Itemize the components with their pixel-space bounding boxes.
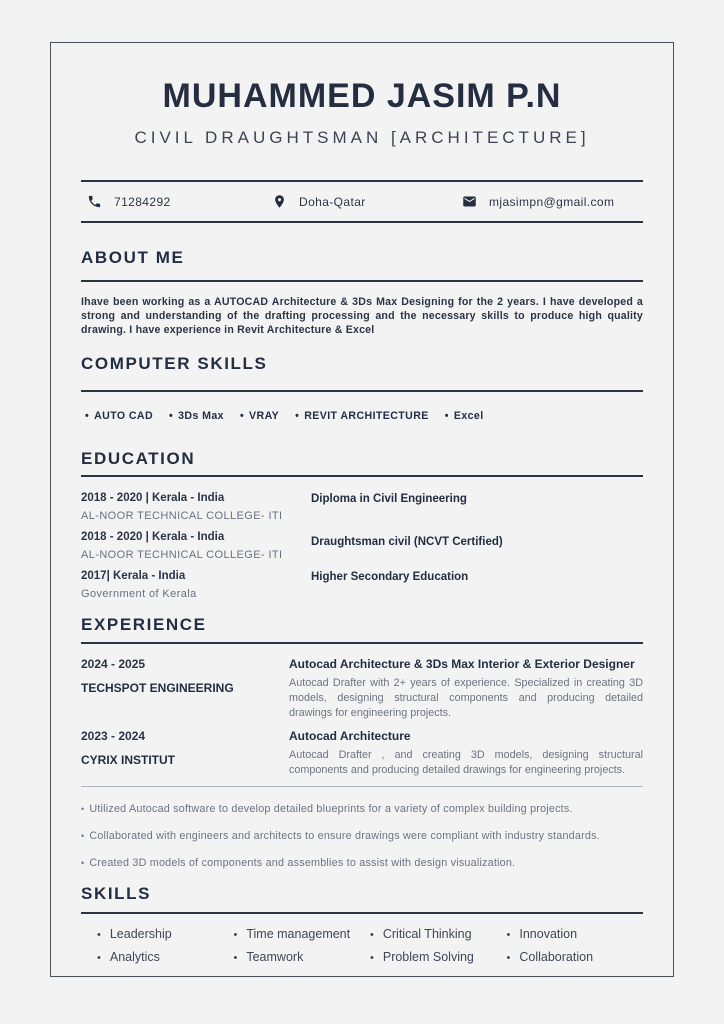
computer-skills-heading: COMPUTER SKILLS	[81, 354, 268, 373]
skill-label: Critical Thinking	[382, 927, 472, 941]
skill-item	[507, 927, 644, 941]
skill-label: Innovation	[519, 927, 578, 941]
bullet-icon: •	[506, 952, 511, 964]
section-computer-skills	[81, 354, 643, 422]
education-degree: Diploma in Civil Engineering	[311, 493, 467, 505]
bullet-icon: •	[370, 952, 374, 964]
skill-item	[234, 927, 371, 941]
experience-description: Autocad Drafter with 2+ years of experience. Specialized in creating 3D models, designing structural components and producing detailed drawings for engineering projects.	[289, 677, 643, 719]
education-degree: Higher Secondary Education	[311, 571, 469, 583]
experience-highlight: • Collaborated with engineers and architects to ensure drawings were compliant with industry standards.	[81, 830, 643, 842]
education-heading: EDUCATION	[81, 449, 196, 468]
education-entry-left	[81, 531, 311, 561]
skill-item	[370, 950, 507, 964]
bullet-icon: •	[506, 929, 511, 941]
envelope-icon	[462, 194, 477, 209]
section-education	[81, 449, 643, 600]
computer-skill-item: • REVIT ARCHITECTURE	[295, 410, 429, 422]
education-institution: Government of Kerala	[81, 588, 197, 600]
computer-skills-list	[81, 410, 643, 422]
person-title: CIVIL DRAUGHTSMAN [ARCHITECTURE]	[134, 128, 590, 147]
section-experience	[81, 615, 643, 869]
experience-role: Autocad Architecture & 3Ds Max Interior & Exterior Designer	[289, 657, 635, 671]
education-degree: Draughtsman civil (NCVT Certified)	[311, 536, 503, 548]
email-text: mjasimpn@gmail.com	[489, 194, 615, 209]
section-skills	[81, 884, 643, 973]
experience-company: TECHSPOT ENGINEERING	[81, 681, 234, 695]
education-period: 2018 - 2020 | Kerala - India	[81, 531, 225, 543]
experience-entry-right	[289, 729, 643, 778]
computer-skill-item: • AUTO CAD	[85, 410, 153, 422]
skills-heading: SKILLS	[81, 884, 152, 903]
bullet-icon: •	[370, 929, 374, 941]
skill-item	[507, 950, 644, 964]
about-heading: ABOUT ME	[81, 248, 185, 267]
bullet-icon: •	[233, 952, 238, 964]
skill-item	[234, 950, 371, 964]
experience-highlights	[81, 803, 643, 869]
about-text: Ihave been working as a AUTOCAD Architecture & 3Ds Max Designing for the 2 years. I have developed a strong and understanding of the drafting processing and the necessary skills to produce high quality drawing. I have experience in Revit Architecture & Excel	[81, 296, 643, 336]
education-entry	[81, 531, 643, 561]
education-entry-left	[81, 492, 311, 522]
bullet-icon: •	[233, 929, 238, 941]
section-about	[81, 248, 643, 337]
skill-label: Analytics	[109, 950, 160, 964]
contact-email	[462, 194, 637, 209]
computer-skill-item: • 3Ds Max	[169, 410, 224, 422]
education-institution: AL-NOOR TECHNICAL COLLEGE- ITI	[81, 549, 283, 561]
experience-period: 2023 - 2024	[81, 729, 146, 743]
education-entry	[81, 492, 643, 522]
experience-entries	[81, 657, 643, 778]
person-name: MUHAMMED JASIM P.N	[162, 77, 562, 115]
skill-item	[97, 950, 234, 964]
skill-label: Collaboration	[519, 950, 594, 964]
bullet-icon: •	[97, 929, 101, 941]
about-rule	[81, 280, 643, 282]
experience-entry-left	[81, 657, 289, 721]
experience-period: 2024 - 2025	[81, 657, 146, 671]
experience-entry-right	[289, 657, 643, 721]
skills-grid	[81, 927, 643, 973]
education-entry-left	[81, 570, 311, 600]
education-entry	[81, 570, 643, 600]
location-pin-icon	[272, 194, 287, 209]
experience-entry-left	[81, 729, 289, 778]
experience-highlight: • Utilized Autocad software to develop detailed blueprints for a variety of complex building projects.	[81, 803, 643, 815]
contact-bar	[81, 180, 643, 223]
education-entries	[81, 492, 643, 600]
education-rule	[81, 475, 643, 477]
skill-label: Problem Solving	[382, 950, 474, 964]
experience-divider	[81, 786, 643, 787]
experience-heading: EXPERIENCE	[81, 615, 207, 634]
location-text: Doha-Qatar	[299, 194, 366, 209]
experience-rule	[81, 642, 643, 644]
skill-label: Leadership	[109, 927, 172, 941]
skill-label: Teamwork	[246, 950, 304, 964]
contact-location	[272, 194, 462, 209]
computer-skill-item: • VRAY	[240, 410, 279, 422]
bullet-icon: •	[97, 952, 101, 964]
education-institution: AL-NOOR TECHNICAL COLLEGE- ITI	[81, 510, 283, 522]
phone-number: 71284292	[114, 194, 171, 209]
contact-phone	[87, 194, 272, 209]
computer-skills-rule	[81, 390, 643, 392]
experience-entry	[81, 657, 643, 721]
skills-rule	[81, 912, 643, 914]
experience-description: Autocad Drafter , and creating 3D models, designing structural components and producing detailed drawings for engineering projects.	[289, 749, 643, 776]
experience-entry	[81, 729, 643, 778]
education-period: 2017| Kerala - India	[81, 570, 186, 582]
resume-page	[50, 42, 674, 977]
education-period: 2018 - 2020 | Kerala - India	[81, 492, 225, 504]
experience-highlight: • Created 3D models of components and assemblies to assist with design visualization.	[81, 857, 643, 869]
skill-item	[370, 927, 507, 941]
experience-company: CYRIX INSTITUT	[81, 753, 176, 767]
experience-role: Autocad Architecture	[289, 729, 411, 743]
computer-skill-item: • Excel	[445, 410, 484, 422]
phone-icon	[87, 194, 102, 209]
skill-item	[97, 927, 234, 941]
skill-label: Time management	[246, 927, 351, 941]
